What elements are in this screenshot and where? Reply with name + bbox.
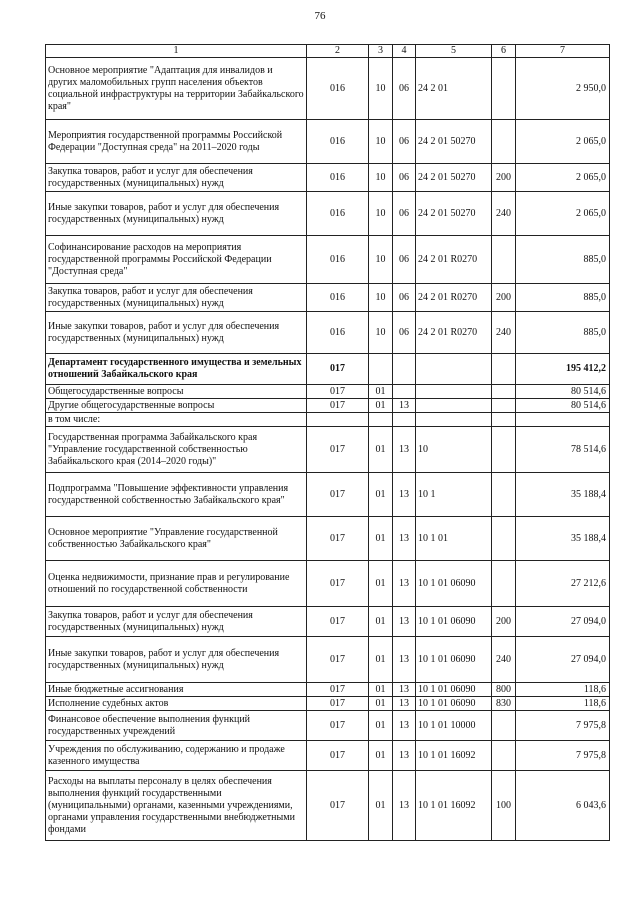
cell-grbs: 017 [307,697,369,711]
table-row [46,284,610,312]
cell-name: Софинансирование расходов на мероприятия государственной программы Российской Федерации "Доступная среда" [46,236,307,284]
cell-sum: 35 188,4 [516,473,610,517]
table-row [46,427,610,473]
page-number: 76 [314,10,326,22]
cell-rz: 01 [369,771,393,841]
header-col-pr: 4 [393,45,416,58]
cell-csr: 10 [416,427,492,473]
cell-grbs: 017 [307,354,369,385]
cell-rz: 10 [369,312,393,354]
cell-rz: 10 [369,120,393,164]
cell-pr: 13 [393,711,416,741]
cell-sum: 7 975,8 [516,711,610,741]
cell-rz: 01 [369,741,393,771]
cell-csr: 24 2 01 R0270 [416,312,492,354]
cell-grbs: 017 [307,385,369,399]
cell-vr: 200 [492,607,516,637]
cell-grbs: 017 [307,741,369,771]
table-row [46,771,610,841]
cell-rz: 10 [369,58,393,120]
cell-pr: 13 [393,683,416,697]
header-col-vr: 6 [492,45,516,58]
cell-grbs: 017 [307,771,369,841]
table-row [46,683,610,697]
table-row [46,312,610,354]
table-row [46,473,610,517]
cell-pr: 06 [393,236,416,284]
cell-name: Учреждения по обслуживанию, содержанию и продаже казенного имущества [46,741,307,771]
cell-sum: 27 094,0 [516,637,610,683]
cell-rz [369,413,393,427]
cell-csr: 24 2 01 50270 [416,192,492,236]
cell-sum: 80 514,6 [516,385,610,399]
cell-name: Подпрограмма "Повышение эффективности управления государственной собственностью Забайкальского края" [46,473,307,517]
cell-rz: 01 [369,427,393,473]
cell-csr [416,399,492,413]
cell-csr: 10 1 01 06090 [416,561,492,607]
cell-rz: 01 [369,697,393,711]
cell-grbs: 016 [307,164,369,192]
header-col-sum: 7 [516,45,610,58]
cell-name: Другие общегосударственные вопросы [46,399,307,413]
cell-csr: 10 1 01 16092 [416,771,492,841]
cell-rz: 10 [369,164,393,192]
cell-vr [492,741,516,771]
cell-vr [492,413,516,427]
cell-grbs: 016 [307,58,369,120]
table-row [46,354,610,385]
table-row [46,413,610,427]
table-row [46,120,610,164]
cell-csr: 10 1 01 10000 [416,711,492,741]
cell-pr [393,413,416,427]
cell-sum: 885,0 [516,236,610,284]
cell-grbs: 016 [307,312,369,354]
cell-csr: 10 1 01 06090 [416,697,492,711]
cell-vr [492,711,516,741]
cell-vr [492,517,516,561]
cell-grbs: 017 [307,517,369,561]
cell-name: Исполнение судебных актов [46,697,307,711]
cell-vr [492,385,516,399]
cell-vr [492,473,516,517]
cell-sum: 27 094,0 [516,607,610,637]
cell-sum: 27 212,6 [516,561,610,607]
cell-vr: 800 [492,683,516,697]
cell-grbs: 017 [307,473,369,517]
cell-name: Оценка недвижимости, признание прав и регулирование отношений по государственной собственности [46,561,307,607]
cell-name: Иные закупки товаров, работ и услуг для обеспечения государственных (муниципальных) нужд [46,637,307,683]
cell-sum: 6 043,6 [516,771,610,841]
cell-grbs: 016 [307,192,369,236]
cell-pr: 13 [393,517,416,561]
cell-grbs: 017 [307,399,369,413]
table-header-row [46,45,610,58]
cell-sum: 7 975,8 [516,741,610,771]
cell-pr: 13 [393,771,416,841]
cell-rz: 01 [369,683,393,697]
header-col-grbs: 2 [307,45,369,58]
cell-grbs: 017 [307,427,369,473]
cell-vr: 240 [492,312,516,354]
cell-sum: 35 188,4 [516,517,610,561]
cell-rz: 01 [369,399,393,413]
cell-sum: 195 412,2 [516,354,610,385]
cell-name: Закупка товаров, работ и услуг для обеспечения государственных (муниципальных) нужд [46,607,307,637]
cell-sum: 118,6 [516,697,610,711]
cell-csr [416,385,492,399]
cell-vr [492,399,516,413]
budget-table [45,44,610,841]
cell-csr: 24 2 01 [416,58,492,120]
cell-pr: 06 [393,120,416,164]
cell-name: Иные закупки товаров, работ и услуг для обеспечения государственных (муниципальных) нужд [46,192,307,236]
cell-name: Основное мероприятие "Управление государственной собственностью Забайкальского края" [46,517,307,561]
cell-pr: 13 [393,473,416,517]
cell-rz [369,354,393,385]
table-row [46,236,610,284]
cell-rz: 01 [369,473,393,517]
table-row [46,192,610,236]
cell-pr: 13 [393,697,416,711]
cell-name: Иные закупки товаров, работ и услуг для обеспечения государственных (муниципальных) нужд [46,312,307,354]
table-row [46,517,610,561]
cell-csr: 10 1 01 [416,517,492,561]
cell-rz: 01 [369,607,393,637]
cell-vr: 200 [492,284,516,312]
table-row [46,637,610,683]
cell-vr [492,561,516,607]
cell-csr [416,413,492,427]
header-col-name: 1 [46,45,307,58]
header-col-rz: 3 [369,45,393,58]
cell-pr: 13 [393,637,416,683]
cell-rz: 01 [369,637,393,683]
cell-name: Финансовое обеспечение выполнения функций государственных учреждений [46,711,307,741]
cell-rz: 01 [369,711,393,741]
cell-rz: 01 [369,385,393,399]
cell-name: в том числе: [46,413,307,427]
cell-grbs: 016 [307,120,369,164]
cell-sum: 2 950,0 [516,58,610,120]
table-row [46,607,610,637]
cell-name: Основное мероприятие "Адаптация для инвалидов и других маломобильных групп населения объектов социальной инфраструктуры на территории Забайкальского края" [46,58,307,120]
cell-sum: 2 065,0 [516,120,610,164]
cell-sum: 2 065,0 [516,164,610,192]
cell-name: Общегосударственные вопросы [46,385,307,399]
cell-vr [492,58,516,120]
cell-vr [492,427,516,473]
cell-pr: 13 [393,399,416,413]
cell-rz: 01 [369,561,393,607]
cell-vr: 240 [492,637,516,683]
cell-grbs: 016 [307,236,369,284]
cell-vr: 830 [492,697,516,711]
cell-rz: 01 [369,517,393,561]
cell-vr [492,236,516,284]
cell-sum: 2 065,0 [516,192,610,236]
cell-rz: 10 [369,192,393,236]
cell-sum: 118,6 [516,683,610,697]
cell-vr [492,120,516,164]
table-row [46,741,610,771]
table-row [46,697,610,711]
cell-pr [393,354,416,385]
cell-pr: 06 [393,58,416,120]
table-row [46,164,610,192]
table-row [46,385,610,399]
cell-grbs: 017 [307,607,369,637]
cell-csr: 10 1 01 16092 [416,741,492,771]
cell-sum: 78 514,6 [516,427,610,473]
table-row [46,399,610,413]
cell-vr: 200 [492,164,516,192]
cell-name: Департамент государственного имущества и земельных отношений Забайкальского края [46,354,307,385]
header-col-csr: 5 [416,45,492,58]
cell-grbs: 017 [307,683,369,697]
cell-pr: 06 [393,284,416,312]
cell-csr: 10 1 01 06090 [416,683,492,697]
cell-csr: 24 2 01 50270 [416,164,492,192]
cell-csr [416,354,492,385]
cell-vr: 100 [492,771,516,841]
cell-rz: 10 [369,236,393,284]
cell-csr: 24 2 01 50270 [416,120,492,164]
cell-sum: 885,0 [516,312,610,354]
cell-grbs [307,413,369,427]
cell-pr: 13 [393,561,416,607]
table-row [46,58,610,120]
cell-csr: 24 2 01 R0270 [416,236,492,284]
cell-grbs: 016 [307,284,369,312]
cell-name: Иные бюджетные ассигнования [46,683,307,697]
cell-vr [492,354,516,385]
cell-name: Государственная программа Забайкальского края "Управление государственной собственностью Забайкальского края (2014–2020 годы)" [46,427,307,473]
table-row [46,561,610,607]
cell-csr: 24 2 01 R0270 [416,284,492,312]
cell-pr: 06 [393,164,416,192]
cell-grbs: 017 [307,561,369,607]
cell-pr: 06 [393,192,416,236]
cell-pr: 13 [393,741,416,771]
cell-vr: 240 [492,192,516,236]
table-row [46,711,610,741]
cell-csr: 10 1 01 06090 [416,607,492,637]
cell-pr: 06 [393,312,416,354]
cell-sum [516,413,610,427]
cell-csr: 10 1 [416,473,492,517]
cell-grbs: 017 [307,711,369,741]
cell-pr: 13 [393,427,416,473]
cell-pr: 13 [393,607,416,637]
cell-name: Закупка товаров, работ и услуг для обеспечения государственных (муниципальных) нужд [46,284,307,312]
cell-name: Мероприятия государственной программы Российской Федерации "Доступная среда" на 2011–2020 годы [46,120,307,164]
cell-rz: 10 [369,284,393,312]
cell-sum: 80 514,6 [516,399,610,413]
cell-pr [393,385,416,399]
cell-grbs: 017 [307,637,369,683]
cell-sum: 885,0 [516,284,610,312]
cell-name: Расходы на выплаты персоналу в целях обеспечения выполнения функций государственными (муниципальными) органами, казенными учреждениями, органами управления государственными внебюджетными фондами [46,771,307,841]
cell-name: Закупка товаров, работ и услуг для обеспечения государственных (муниципальных) нужд [46,164,307,192]
cell-csr: 10 1 01 06090 [416,637,492,683]
